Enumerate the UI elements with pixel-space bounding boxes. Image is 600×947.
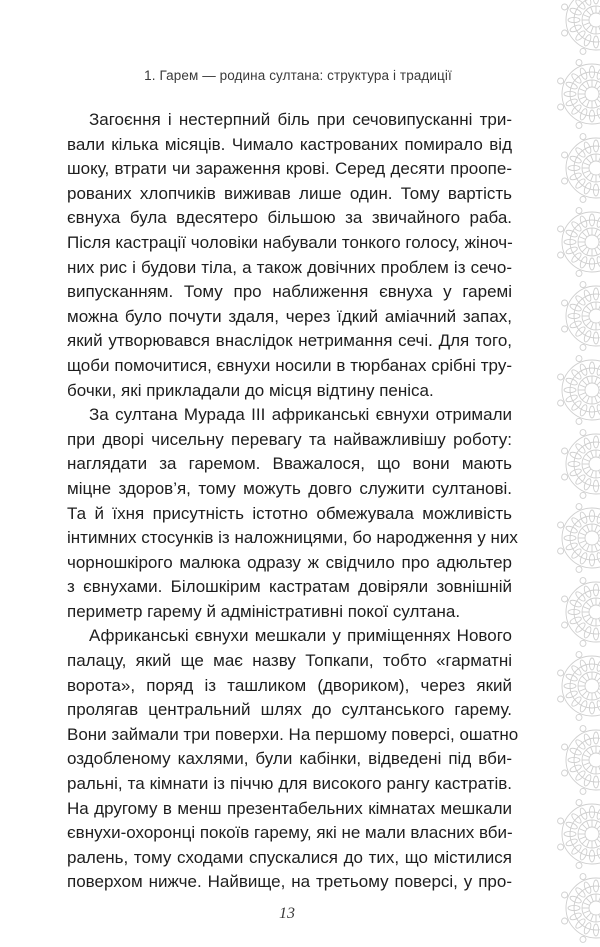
text-line: них рис і будови тіла, а також довічних проблем із сечо- (67, 257, 512, 277)
text-line: поверхом нижче. Найвище, на третьому поверсі, у про- (67, 872, 512, 892)
text-line: міцне здоров’я, тому можуть довго служити султанові. (67, 478, 512, 498)
text-line: чорношкірого малюка одразу ж свідчило про адюльтер (67, 552, 512, 572)
text-line: оздобленому кахлями, були кабінки, відведені під вби- (67, 749, 512, 769)
text-line: На другому в менш презентабельних кімнатах мешкали (67, 798, 512, 818)
text-line: Загоєння і нестерпний біль при сечовипусканні три- (89, 110, 512, 129)
text-line: рованих хлопчиків виживав лише один. Тому вартість (67, 183, 512, 203)
text-line: периметр гарему й адміністративні покої султана. (67, 601, 461, 621)
text-line: євнухи-охоронці покоїв гарему, які не мали власних вби- (67, 823, 513, 843)
text-line: За султана Мурада III африканські євнухи отримали (89, 405, 512, 425)
text-line: євнуха була вдесятеро більшою за звичайного раба. (67, 208, 512, 228)
text-line: Вони займали три поверхи. На першому поверсі, ошатно (67, 724, 519, 744)
text-line: шоку, втрати чи зараження крові. Серед десяти проопе- (67, 159, 512, 179)
text-line: який утворювався внаслідок нетримання сечі. Для того, (67, 331, 512, 351)
page-number: 13 (279, 905, 295, 922)
text-line: інтимних стосунків із наложницями, бо народження у них (67, 528, 518, 548)
ornament-border (534, 0, 600, 947)
text-line: ральні, та кімнати із піччю для високого рангу кастратів. (67, 774, 512, 794)
text-line: випусканням. Тому про наближення євнуха у гаремі (67, 282, 512, 302)
text-line: Та й їхня присутність істотно обмежувала можливість (67, 503, 512, 523)
text-line: Після кастрації чоловіки набували тонкого голосу, жіноч- (67, 232, 513, 252)
body-text (67, 108, 519, 895)
text-line: бочки, які прикладали до місця відтину пеніса. (67, 380, 434, 400)
text-line: наглядати за гаремом. Вважалося, що вони мають (67, 454, 512, 474)
running-head: 1. Гарем — родина султана: структура і традиції (144, 68, 452, 83)
text-line: ралень, тому сходами спускалися до тих, що містилися (67, 847, 512, 867)
paragraph (67, 108, 512, 403)
text-line: при дворі чисельну перевагу та найважливішу роботу: (67, 429, 512, 449)
text-line: Африканські євнухи мешкали у приміщеннях Нового (89, 626, 512, 646)
text-line: з євнухами. Білошкірим кастратам довіряли зовнішній (67, 577, 512, 597)
text-line: вали кілька місяців. Чимало кастрованих помирало від (67, 134, 512, 154)
text-line: пролягав центральний шлях до султанського гарему. (67, 700, 512, 720)
paragraph (67, 403, 518, 624)
text-line: палацу, який ще має назву Топкапи, тобто «гарматні (67, 651, 512, 671)
mandala-pattern-icon (534, 0, 600, 947)
text-line: ворота», поряд із ташликом (двориком), через який (67, 675, 512, 695)
text-line: можна було почути здаля, через їдкий аміачний запах, (67, 306, 512, 326)
paragraph (67, 624, 519, 895)
text-line: щоби помочитися, євнухи носили в тюрбанах срібні тру- (67, 355, 512, 375)
